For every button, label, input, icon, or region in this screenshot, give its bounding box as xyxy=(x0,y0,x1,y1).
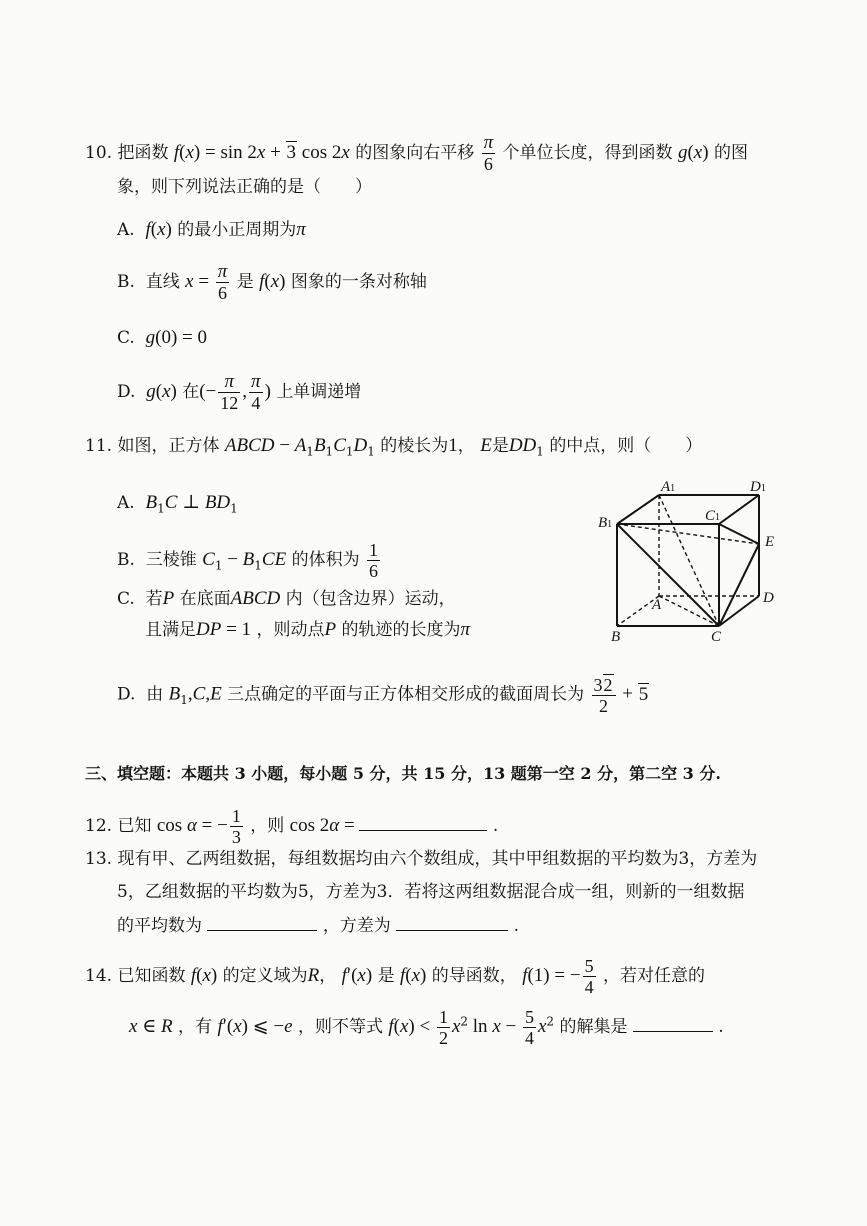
q11-line1: 11. 如图，正方体 ABCD − $A_1B_1C_1D_1$ 的棱长为1， E是$DD_1$ 的中点，则（ ） xyxy=(85,435,703,459)
label-d: D xyxy=(763,590,774,606)
q13-number: 13. xyxy=(85,849,113,869)
q14-line1: 14. 已知函数 f(x) 的定义域为R， f′(x) 是 f(x) 的导函数， f(1) = − $\frac{5}{4}$ ，若对任意的 xyxy=(85,956,705,997)
q11-option-a: A. $B_1C$ ⊥ $BD_1$ xyxy=(117,492,238,516)
section3-title: 三、填空题：本题共 3 小题，每小题 5 分，共 15 分，13 题第一空 2 分，第二空 3 分. xyxy=(85,764,721,783)
segment-c1-e xyxy=(719,524,759,544)
q11-option-c: C. 若P 在底面ABCD 内（包含边界）运动， xyxy=(117,588,456,609)
q10-option-c: C. g(0) = 0 xyxy=(117,327,207,348)
q11-option-c-line2: 且满足DP = 1 ，则动点P 的轨迹的长度为π xyxy=(145,619,470,640)
segment-c-e xyxy=(719,544,759,626)
q14-answer-blank[interactable] xyxy=(633,1015,713,1032)
q13-variance-blank[interactable] xyxy=(396,914,508,931)
q13-mean-blank[interactable] xyxy=(207,914,317,931)
q10-option-d: D. g(x) 在(− $\frac{\pi}{12}$ , $\frac{\pi}{4}$ ) 上单调递增 xyxy=(117,371,362,413)
edge-a1-b1 xyxy=(617,495,659,524)
label-e: E xyxy=(765,534,775,550)
q10-line1: 10. 把函数 f(x) = sin 2x + 3 cos 2x 的图象向右平移 $\frac{\pi}{6}$ 个单位长度，得到函数 g(x) 的图 xyxy=(85,132,748,174)
label-d1: D1 xyxy=(750,479,766,495)
q13-line3: 的平均数为 ，方差为 . xyxy=(117,916,520,936)
edge-c-d xyxy=(719,596,759,626)
q14-number: 14. xyxy=(85,966,113,986)
q12: 12. 已知 cos α = − $\frac{1}{3}$ ，则 cos 2α = . xyxy=(85,806,499,847)
segment-a-c xyxy=(659,596,719,626)
segment-b1-c xyxy=(617,524,719,626)
q10-line2: 象，则下列说法正确的是（ ） xyxy=(117,177,372,197)
q10-option-b: B. 直线 x = $\frac{\pi}{6}$ 是 f(x) 图象的一条对称轴 xyxy=(117,261,427,303)
cube-figure xyxy=(595,478,795,646)
q11-option-b: B. 三棱锥 $C_1 - B_1CE$ 的体积为 $\frac{1}{6}$ xyxy=(117,540,379,581)
q14-line2: x ∈ R ，有 f′(x) ⩽ −e ，则不等式 f(x) < $\frac{1}{2}$ $x^2$ ln x − $\frac{5}{4}$ $x^2$ 的解集是 . xyxy=(129,1007,724,1048)
label-b: B xyxy=(611,629,621,645)
q13-line2: 5，乙组数据的平均数为5，方差为3．若将这两组数据混合成一组，则新的一组数据 xyxy=(117,882,745,902)
q13-line1: 13. 现有甲、乙两组数据，每组数据均由六个数组成，其中甲组数据的平均数为3，方差为 xyxy=(85,849,758,869)
q10-number: 10. xyxy=(85,143,113,163)
q11-option-d: D. 由 $B_1,C,E$ 三点确定的平面与正方体相交形成的截面周长为 $\frac{32}{2}$ + 5 xyxy=(117,675,649,716)
q12-number: 12. xyxy=(85,816,113,836)
label-a: A xyxy=(652,597,662,613)
q11-number: 11. xyxy=(85,436,113,456)
q12-answer-blank[interactable] xyxy=(359,814,487,831)
label-b1: B1 xyxy=(598,515,613,531)
label-c: C xyxy=(711,629,722,645)
label-c1: C1 xyxy=(705,508,721,524)
edge-d1-c1 xyxy=(719,495,759,524)
label-a1: A1 xyxy=(661,479,676,495)
q10-option-a: A. f(x) 的最小正周期为π xyxy=(117,219,306,240)
